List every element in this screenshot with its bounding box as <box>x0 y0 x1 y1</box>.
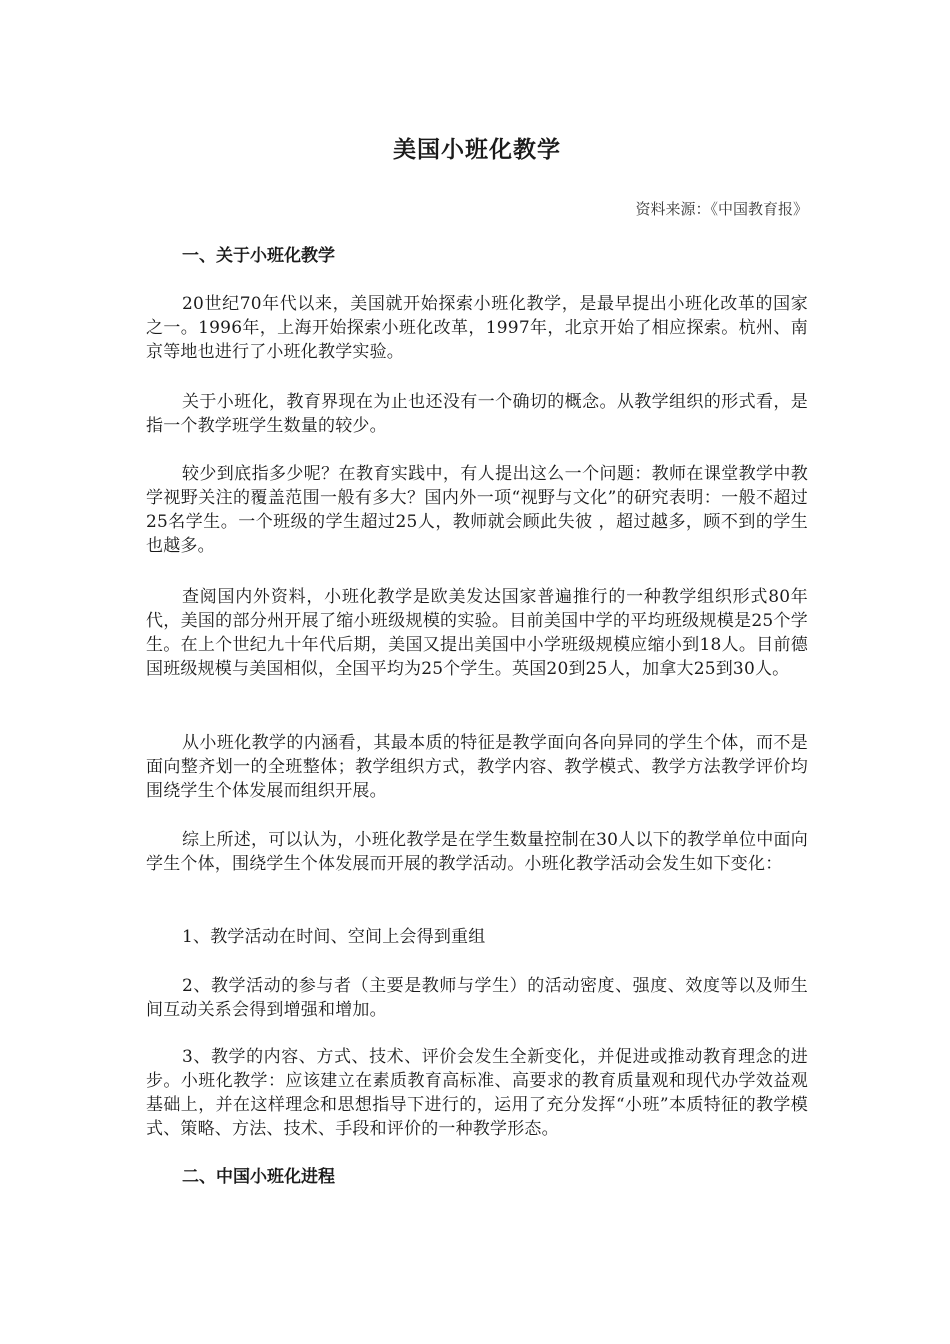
section-heading-2: 二、中国小班化进程 <box>182 1167 335 1187</box>
document-page <box>146 0 808 1344</box>
paragraph: 1、教学活动在时间、空间上会得到重组 <box>182 927 486 947</box>
paragraph: 2、教学活动的参与者（主要是教师与学生）的活动密度、强度、效度等以及师生间互动关系会得到增强和增加。 <box>146 976 808 1020</box>
paragraph: 20世纪70年代以来，美国就开始探索小班化教学，是最早提出小班化改革的国家之一。1996年，上海开始探索小班化改革，1997年，北京开始了相应探索。杭州、南京等地也进行了小班化教学实验。 <box>146 294 808 362</box>
section-heading-1: 一、关于小班化教学 <box>182 246 335 266</box>
paragraph: 3、教学的内容、方式、技术、评价会发生全新变化，并促进或推动教育理念的进步。小班化教学：应该建立在素质教育高标准、高要求的教育质量观和现代办学效益观基础上，并在这样理念和思想指导下进行的，运用了充分发挥“小班”本质特征的教学模式、策略、方法、技术、手段和评价的一种教学形态。 <box>146 1047 808 1139</box>
paragraph: 关于小班化，教育界现在为止也还没有一个确切的概念。从教学组织的形式看，是指一个教学班学生数量的较少。 <box>146 392 808 436</box>
paragraph: 较少到底指多少呢？在教育实践中，有人提出这么一个问题：教师在课堂教学中教学视野关注的覆盖范围一般有多大？国内外一项“视野与文化”的研究表明：一般不超过25名学生。一个班级的学生超过25人，教师就会顾此失彼 ，超过越多，顾不到的学生也越多。 <box>146 464 808 556</box>
paragraph: 查阅国内外资料，小班化教学是欧美发达国家普遍推行的一种教学组织形式80年代，美国的部分州开展了缩小班级规模的实验。目前美国中学的平均班级规模是25个学生。在上个世纪九十年代后期，美国又提出美国中小学班级规模应缩小到18人。目前德国班级规模与美国相似，全国平均为25个学生。英国20到25人，加拿大25到30人。 <box>146 587 808 679</box>
document-source: 资料来源：《中国教育报》 <box>635 200 808 218</box>
document-title: 美国小班化教学 <box>393 137 561 163</box>
paragraph: 从小班化教学的内涵看，其最本质的特征是教学面向各向异同的学生个体，而不是面向整齐划一的全班整体；教学组织方式，教学内容、教学模式、教学方法教学评价均围绕学生个体发展而组织开展。 <box>146 733 808 801</box>
paragraph: 综上所述，可以认为，小班化教学是在学生数量控制在30人以下的教学单位中面向学生个体，围绕学生个体发展而开展的教学活动。小班化教学活动会发生如下变化： <box>146 830 808 874</box>
